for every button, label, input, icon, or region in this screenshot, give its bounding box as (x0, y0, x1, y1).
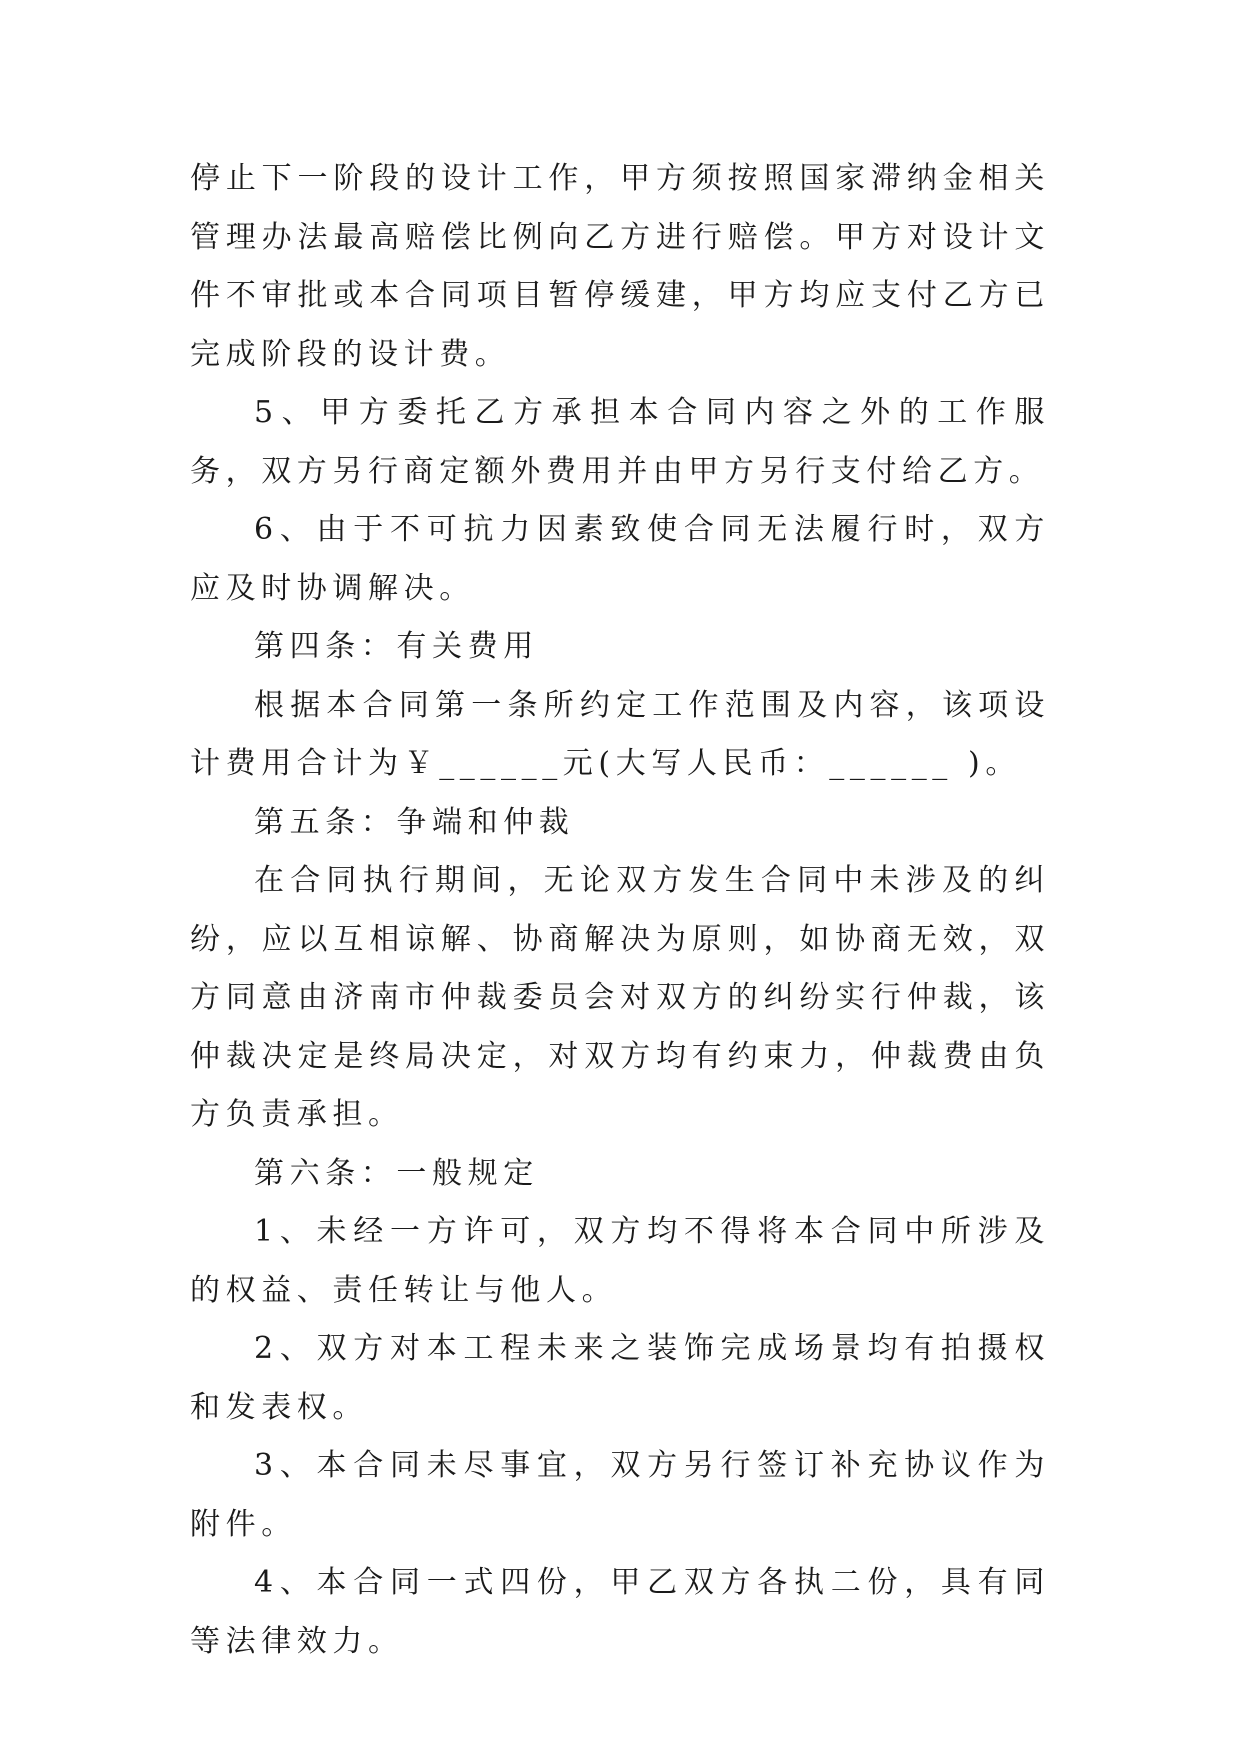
article-6-item-3: 3、本合同未尽事宜，双方另行签订补充协议作为附件。 (190, 1448, 1050, 1542)
article-4-heading: 第四条：有关费用 (254, 629, 539, 664)
paragraph-item-5: 5、甲方委托乙方承担本合同内容之外的工作服务，双方另行商定额外费用并由甲方另行支付给乙方。 (190, 395, 1050, 489)
article-6-item-2: 2、双方对本工程未来之装饰完成场景均有拍摄权和发表权。 (190, 1331, 1050, 1425)
article-4-body: 根据本合同第一条所约定工作范围及内容，该项设计费用合计为￥______元(大写人民币：______ )。 (190, 687, 1050, 781)
article-5-heading: 第五条：争端和仲裁 (254, 804, 575, 840)
paragraph-item-6: 6、由于不可抗力因素致使合同无法履行时，双方应及时协调解决。 (190, 512, 1050, 606)
article-6-item-1: 1、未经一方许可，双方均不得将本合同中所涉及的权益、责任转让与他人。 (190, 1214, 1050, 1308)
article-6-item-4: 4、本合同一式四份，甲乙双方各执二份，具有同等法律效力。 (190, 1565, 1050, 1659)
paragraph-continuation: 停止下一阶段的设计工作，甲方须按照国家滞纳金相关管理办法最高赔偿比例向乙方进行赔偿。甲方对设计文件不审批或本合同项目暂停缓建，甲方均应支付乙方已完成阶段的设计费。 (190, 161, 1050, 372)
document-page (190, 150, 1050, 1671)
article-5-body: 在合同执行期间，无论双方发生合同中未涉及的纠纷，应以互相谅解、协商解决为原则，如协商无效，双方同意由济南市仲裁委员会对双方的纠纷实行仲裁，该仲裁决定是终局决定，对双方均有约束力，仲裁费由负方负责承担。 (190, 863, 1050, 1132)
article-6-heading: 第六条：一般规定 (254, 1155, 539, 1191)
